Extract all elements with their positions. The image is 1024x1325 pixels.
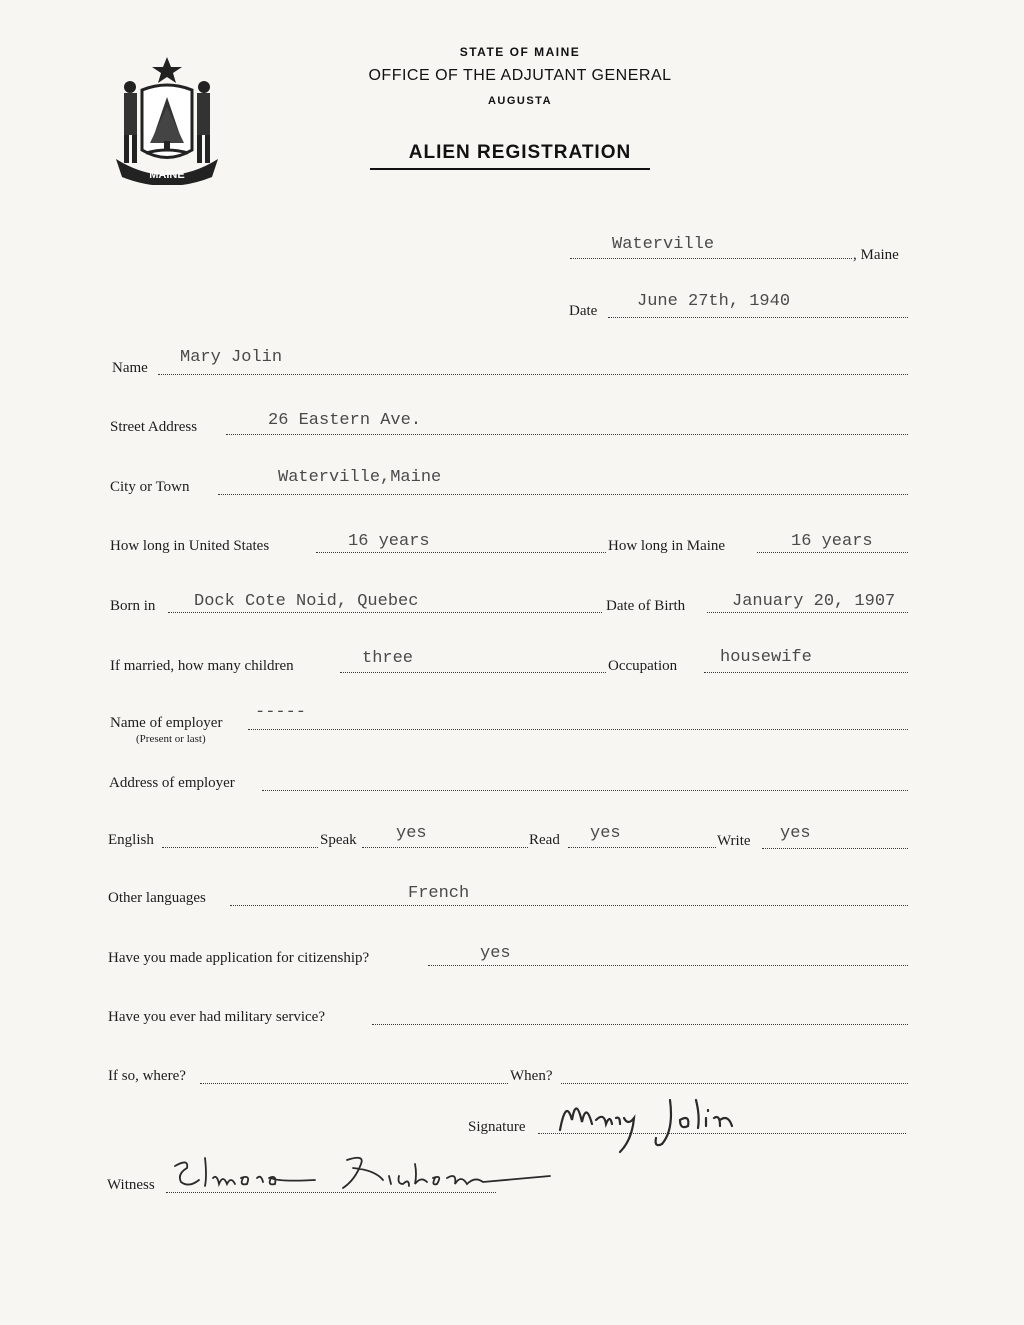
write-value: yes (780, 824, 811, 843)
employer-line (248, 729, 908, 730)
military-line (372, 1024, 908, 1025)
place-suffix: , Maine (853, 247, 899, 263)
occupation-label: Occupation (608, 658, 678, 674)
dob-value: January 20, 1907 (732, 592, 896, 611)
place-value: Waterville (612, 235, 715, 254)
where-line (200, 1083, 508, 1084)
speak-line (362, 847, 528, 848)
citizenship-line (428, 965, 908, 966)
date-line (608, 317, 908, 318)
employer-value: ----- (255, 703, 307, 722)
employer-sublabel: (Present or last) (136, 733, 206, 745)
when-label: When? (510, 1068, 553, 1084)
write-label: Write (717, 833, 751, 849)
write-line (762, 848, 908, 849)
english-label: English (108, 832, 154, 848)
us-time-line (316, 552, 606, 553)
other-languages-line (230, 905, 908, 906)
speak-value: yes (396, 824, 427, 843)
city-label: City or Town (110, 479, 190, 495)
citizenship-value: yes (480, 944, 511, 963)
city-line (218, 494, 908, 495)
name-label: Name (112, 360, 148, 376)
street-value: 26 Eastern Ave. (268, 411, 422, 430)
military-label: Have you ever had military service? (108, 1009, 325, 1025)
witness-handwriting (165, 1150, 565, 1200)
employer-address-line (262, 790, 908, 791)
children-line (340, 672, 606, 673)
dob-line (707, 612, 908, 613)
seal-motto: MAINE (149, 169, 185, 181)
read-line (568, 847, 716, 848)
children-value: three (362, 649, 414, 668)
us-time-value: 16 years (348, 532, 430, 551)
children-label: If married, how many children (110, 658, 294, 674)
employer-address-label: Address of employer (109, 775, 235, 791)
header-city: AUGUSTA (487, 95, 553, 107)
maine-state-seal-icon (112, 55, 222, 185)
signature-handwriting (550, 1090, 780, 1160)
where-label: If so, where? (108, 1068, 186, 1084)
other-languages-label: Other languages (108, 890, 206, 906)
maine-time-label: How long in Maine (608, 538, 726, 554)
us-time-label: How long in United States (110, 538, 270, 554)
read-label: Read (529, 832, 560, 848)
born-label: Born in (110, 598, 156, 614)
form-title: ALIEN REGISTRATION (408, 142, 632, 163)
place-line (570, 258, 852, 259)
dob-label: Date of Birth (606, 598, 686, 614)
when-line (561, 1083, 908, 1084)
city-value: Waterville,Maine (278, 468, 442, 487)
employer-label: Name of employer (110, 715, 223, 731)
other-languages-value: French (408, 884, 470, 903)
header-state: STATE OF MAINE (459, 45, 581, 59)
maine-time-line (757, 552, 908, 553)
date-value: June 27th, 1940 (637, 292, 791, 311)
signature-label: Signature (468, 1119, 526, 1135)
speak-label: Speak (320, 832, 357, 848)
header-office: OFFICE OF THE ADJUTANT GENERAL (368, 67, 672, 84)
read-value: yes (590, 824, 621, 843)
date-label: Date (569, 303, 598, 319)
witness-label: Witness (107, 1177, 155, 1193)
born-value: Dock Cote Noid, Quebec (194, 592, 419, 611)
born-line (168, 612, 602, 613)
english-line (162, 847, 318, 848)
title-underline (370, 168, 650, 170)
citizenship-label: Have you made application for citizenship? (108, 950, 370, 966)
occupation-value: housewife (720, 648, 812, 667)
name-value: Mary Jolin (180, 348, 283, 367)
street-label: Street Address (110, 419, 198, 435)
occupation-line (704, 672, 908, 673)
street-line (226, 434, 908, 435)
name-line (158, 374, 908, 375)
maine-time-value: 16 years (791, 532, 873, 551)
